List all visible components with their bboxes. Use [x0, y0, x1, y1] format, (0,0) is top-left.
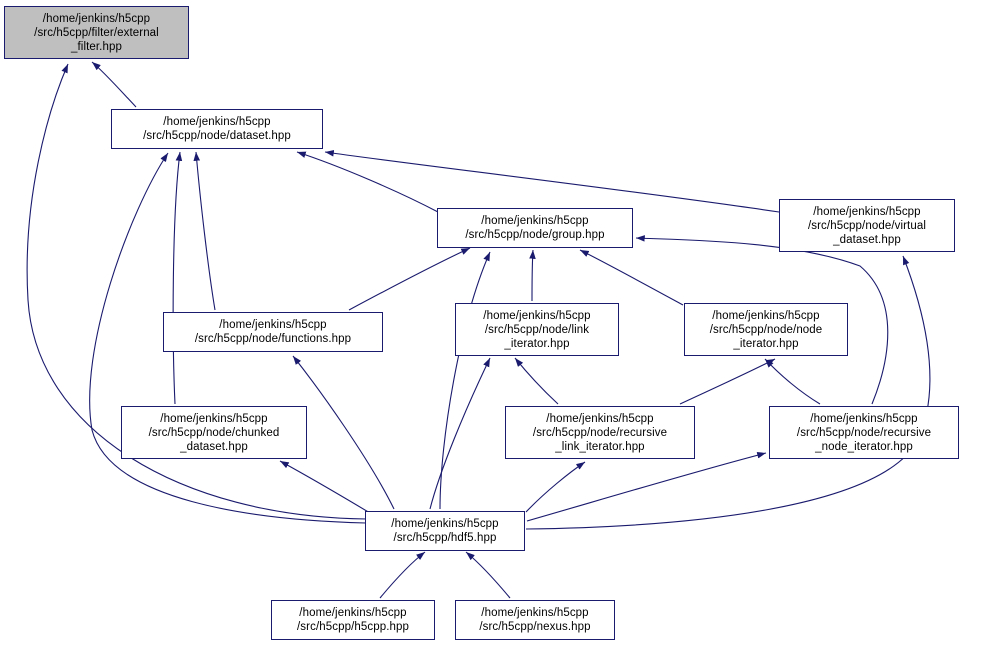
node-label-line: /home/jenkins/h5cpp	[391, 518, 499, 530]
node-recursive-node-iterator[interactable]	[769, 406, 959, 459]
node-label-line: _iterator.hpp	[504, 337, 570, 350]
node-label-line: /src/h5cpp/filter/external	[34, 26, 159, 39]
node-label-line: _dataset.hpp	[180, 440, 248, 453]
node-recursive-link-iterator[interactable]	[505, 406, 695, 459]
node-hdf5[interactable]	[365, 511, 525, 551]
node-label-line: _link_iterator.hpp	[555, 440, 645, 453]
node-dataset[interactable]	[111, 109, 323, 149]
node-group[interactable]	[437, 208, 633, 248]
node-nexus[interactable]	[455, 600, 615, 640]
node-label-line: /src/h5cpp/node/node	[709, 323, 823, 336]
node-label-line: /home/jenkins/h5cpp	[483, 309, 591, 322]
node-label-line: /home/jenkins/h5cpp	[160, 412, 268, 425]
node-label-line: _dataset.hpp	[833, 233, 901, 246]
node-label-line: _iterator.hpp	[733, 337, 799, 350]
node-label-line: /src/h5cpp/nexus.hpp	[479, 621, 591, 633]
node-label-line: /src/h5cpp/node/recursive	[796, 426, 932, 439]
node-external-filter[interactable]	[4, 6, 189, 59]
node-label-line: /src/h5cpp/node/group.hpp	[465, 229, 605, 241]
node-label-line: /src/h5cpp/node/link	[484, 323, 590, 336]
node-label-line: /src/h5cpp/hdf5.hpp	[393, 532, 497, 544]
node-virtual-dataset[interactable]	[779, 199, 955, 252]
node-label-line: /src/h5cpp/node/dataset.hpp	[143, 130, 291, 142]
node-label-line: /src/h5cpp/node/functions.hpp	[194, 333, 352, 345]
node-label-line: /src/h5cpp/node/recursive	[532, 426, 668, 439]
node-label-line: /home/jenkins/h5cpp	[546, 412, 654, 425]
node-label-line: _filter.hpp	[71, 40, 122, 53]
node-functions[interactable]	[163, 312, 383, 352]
node-label-line: /home/jenkins/h5cpp	[712, 309, 820, 322]
node-node-iterator[interactable]	[684, 303, 848, 356]
node-h5cpp[interactable]	[271, 600, 435, 640]
node-label-line: /home/jenkins/h5cpp	[299, 607, 407, 619]
node-label-line: /home/jenkins/h5cpp	[163, 116, 271, 128]
node-label-line: /src/h5cpp/node/chunked	[148, 426, 280, 439]
node-label-line: /home/jenkins/h5cpp	[42, 12, 151, 25]
node-label-line: /src/h5cpp/node/virtual	[807, 219, 926, 232]
node-link-iterator[interactable]	[455, 303, 619, 356]
node-chunked-dataset[interactable]	[121, 406, 307, 459]
node-label-line: /home/jenkins/h5cpp	[481, 607, 589, 619]
node-label-line: /home/jenkins/h5cpp	[813, 205, 921, 218]
node-label-line: /home/jenkins/h5cpp	[481, 215, 589, 227]
node-label-line: /home/jenkins/h5cpp	[219, 319, 327, 331]
node-label-line: /src/h5cpp/h5cpp.hpp	[297, 621, 409, 633]
node-label-line: /home/jenkins/h5cpp	[810, 412, 918, 425]
node-label-line: _node_iterator.hpp	[815, 440, 913, 453]
